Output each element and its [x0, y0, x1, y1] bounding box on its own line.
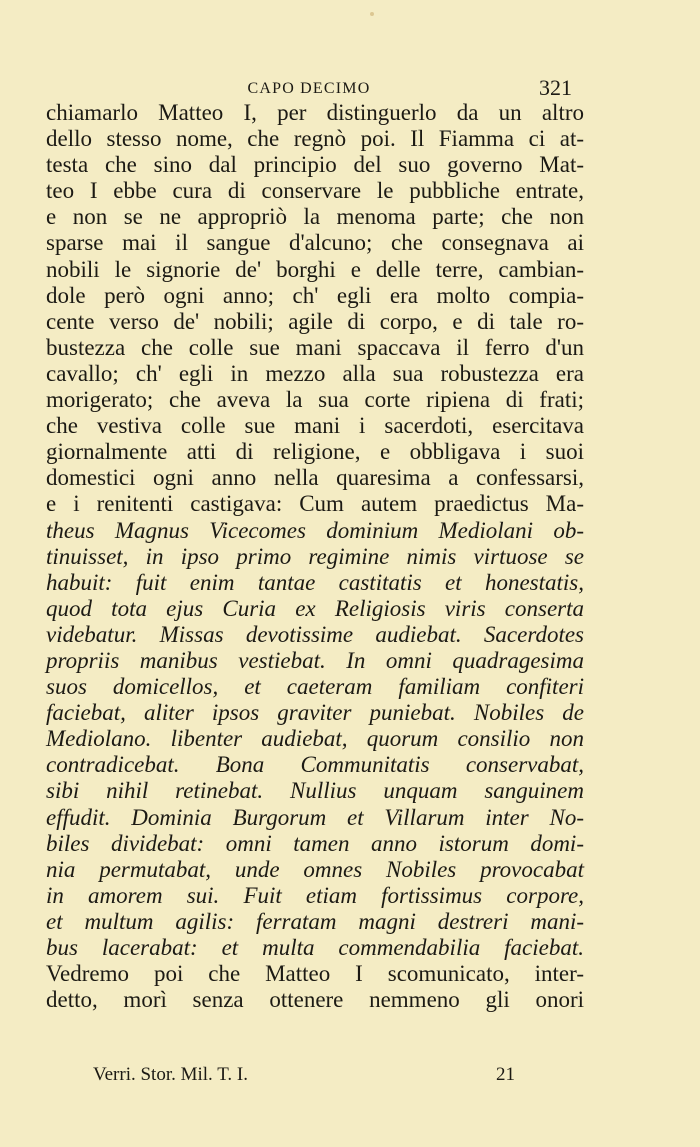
running-head	[46, 76, 572, 102]
text-line: testa che sino dal principio del suo governo Mat-	[46, 152, 584, 178]
text-line: chiamarlo Matteo I, per distinguerlo da un altro	[46, 100, 584, 125]
text-line: che vestiva colle sue mani i sacerdoti, esercitava	[46, 413, 584, 439]
paper-speck	[370, 12, 374, 16]
text-line: morigerato; che aveva la sua corte ripiena di frati;	[46, 387, 584, 413]
text-line: cente verso de' nobili; agile di corpo, e di tale ro-	[46, 308, 584, 334]
page-number: 321	[539, 75, 572, 100]
text-line: Vedremo poi che Matteo I scomunicato, inter-	[46, 961, 584, 987]
latin-quote-line: in amorem sui. Fuit etiam fortissimus corpore,	[46, 882, 584, 908]
latin-quote-line: biles dividebat: omni tamen anno istorum domi-	[46, 830, 584, 856]
text-line: teo I ebbe cura di conservare le pubbliche entrate,	[46, 178, 584, 204]
latin-quote-line: faciebat, aliter ipsos graviter puniebat. Nobiles de	[46, 700, 584, 726]
latin-quote-line: effudit. Dominia Burgorum et Villarum inter No-	[46, 804, 584, 830]
latin-quote-line: bus lacerabat: et multa commendabilia faciebat.	[46, 935, 584, 960]
latin-quote-line: sibi nihil retinebat. Nullius unquam sanguinem	[46, 778, 584, 804]
text-line: giornalmente atti di religione, e obbligava i suoi	[46, 439, 584, 465]
latin-quote-line: quod tota ejus Curia ex Religiosis viris conserta	[46, 595, 584, 621]
latin-quote-line: suos domicellos, et caeteram familiam confiteri	[46, 674, 584, 700]
text-line: detto, morì senza ottenere nemmeno gli onori	[46, 987, 584, 1013]
footer-signature: Verri. Stor. Mil. T. I.	[93, 1064, 248, 1085]
latin-quote-line: contradicebat. Bona Communitatis conservabat,	[46, 752, 584, 778]
text-line: nobili le signorie de' borghi e delle terre, cambian-	[46, 256, 584, 282]
text-line: cavallo; ch' egli in mezzo alla sua robustezza era	[46, 360, 584, 386]
latin-quote-line: tinuisset, in ipso primo regimine nimis virtuose se	[46, 543, 584, 569]
text-line: dole però ogni anno; ch' egli era molto compia-	[46, 282, 584, 308]
latin-quote-line: nia permutabat, unde omnes Nobiles provocabat	[46, 856, 584, 882]
latin-quote-line: propriis manibus vestiebat. In omni quadragesima	[46, 647, 584, 673]
running-title: CAPO DECIMO	[247, 80, 371, 97]
text-line: bustezza che colle sue mani spaccava il ferro d'un	[46, 334, 584, 360]
latin-quote-line: et multum agilis: ferratam magni destreri mani-	[46, 908, 584, 934]
text-line: domestici ogni anno nella quaresima a confessarsi,	[46, 465, 584, 491]
page-text	[46, 100, 584, 1013]
text-line: e i renitenti castigava: Cum autem praedictus Ma-	[46, 491, 584, 517]
text-line: sparse mai il sangue d'alcuno; che consegnava ai	[46, 230, 584, 256]
text-line: dello stesso nome, che regnò poi. Il Fiamma ci at-	[46, 126, 584, 152]
page-footer	[93, 1063, 515, 1087]
latin-quote-line: videbatur. Missas devotissime audiebat. Sacerdotes	[46, 621, 584, 647]
text-line: e non se ne appropriò la menoma parte; che non	[46, 204, 584, 230]
latin-quote-line: Mediolano. libenter audiebat, quorum consilio non	[46, 726, 584, 752]
gathering-number: 21	[496, 1064, 515, 1085]
latin-quote-line: theus Magnus Vicecomes dominium Mediolani ob-	[46, 517, 584, 543]
latin-quote-line: habuit: fuit enim tantae castitatis et honestatis,	[46, 569, 584, 595]
